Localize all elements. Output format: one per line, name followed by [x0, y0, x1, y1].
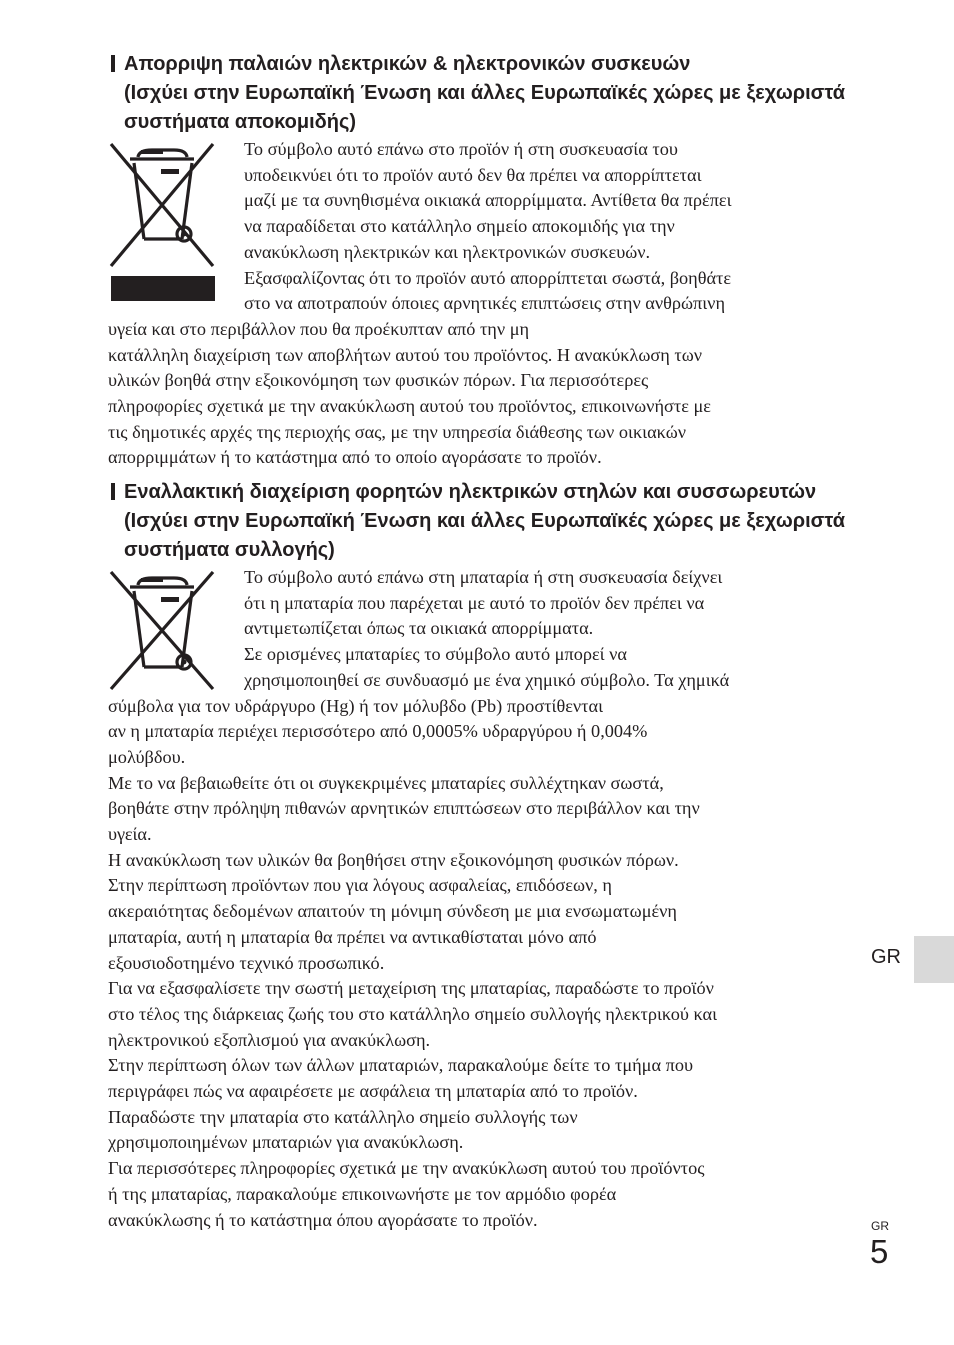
heading-text: Απορριψη παλαιών ηλεκτρικών & ηλεκτρονικών συσκευών (Ισχύει στην Ευρωπαϊκή Ένωση και άλλες Ευρωπαϊκές χώρες με ξεχωριστά συστήματα αποκομιδής) [124, 53, 845, 133]
section-weee-disposal [108, 50, 860, 471]
language-tab [914, 936, 954, 983]
heading-text: Εναλλακτική διαχείριση φορητών ηλεκτρικών στηλών και συσσωρευτών (Ισχύει στην Ευρωπαϊκή Ένωση και άλλες Ευρωπαϊκές χώρες με ξεχωριστά συστήματα συλλογής) [124, 481, 845, 561]
page-language: GR [871, 1219, 889, 1233]
section-body: Το σύμβολο αυτό επάνω στο προϊόν ή στη συσκευασία του υποδεικνύει ότι το προϊόν αυτό δεν θα πρέπει να απορρίπτεται μαζί με τα συνηθισμένα οικιακά απορρίμματα. Αντίθετα θα πρέπει να παραδίδεται στο κατάλληλο σημείο αποκομιδής για την ανακύκλωση ηλεκτρικών και ηλεκτρονικών συσκευών. Εξασφαλίζοντας ότι το προϊόν αυτό απορρίπτεται σωστά, βοηθάτε στο να αποτραπούν όποιες αρνητικές επιπτώσεις στην ανθρώπινη υγεία και στο περιβάλλον που θα προέκυπταν από την μη κατάλληλη διαχείριση των αποβλήτων αυτού του προϊόντος. Η ανακύκλωση των υλικών βοηθά στην εξοικονόμηση των φυσικών πόρων. Για περισσότερες πληροφορίες σχετικά με την ανακύκλωση αυτού του προϊόντος, επικοινωνήστε με τις δημοτικές αρχές της περιοχής σας, με την υπηρεσία διάθεσης των οικιακών απορριμμάτων ή το κατάστημα από το οποίο αγοράσατε το προϊόν. [108, 139, 732, 468]
weee-bin-icon [108, 137, 244, 302]
section-body: Το σύμβολο αυτό επάνω στη μπαταρία ή στη συσκευασία δείχνει ότι η μπαταρία που παρέχεται με αυτό το προϊόν δεν πρέπει να αντιμετωπίζεται όπως τα οικιακά απορρίμματα. Σε ορισμένες μπαταρίες το σύμβολο αυτό μπορεί να χρησιμοποιηθεί σε συνδυασμό με ένα χημικό σύμβολο. Τα χημικά σύμβολα για τον υδράργυρο (Hg) ή τον μόλυβδο (Pb) προστίθενται αν η μπαταρία περιέχει περισσότερο από 0,0005% υδραργύρου ή 0,004% μολύβδου. Με το να βεβαιωθείτε ότι οι συγκεκριμένες μπαταρίες συλλέχτηκαν σωστά, βοηθάτε στην πρόληψη πιθανών αρνητικών επιπτώσεων στο περιβάλλον και την υγεία. Η ανακύκλωση των υλικών θα βοηθήσει στην εξοικονόμηση φυσικών πόρων. Στην περίπτωση προϊόντων που για λόγους ασφαλείας, επιδόσεων, η ακεραιότητας δεδομένων απαιτούν τη μόνιμη σύνδεση με μια ενσωματωμένη μπαταρία, αυτή η μπαταρία θα πρέπει να αντικαθίσταται μόνο από εξουσιοδοτημένο τεχνικό προσωπικό. Για να εξασφαλίσετε την σωστή μεταχείριση της μπαταρίας, παραδώστε το προϊόν στο τέλος της διάρκειας ζωής του στο κατάλληλο σημείο συλλογής ηλεκτρικού και ηλεκτρονικού εξοπλισμού για ανακύκλωση. Στην περίπτωση όλων των άλλων μπαταριών, παρακαλούμε δείτε το τμήμα που περιγράφει πώς να αφαιρέσετε με ασφάλεια τη μπαταρία από το προϊόν. Παραδώστε την μπαταρία στο κατάλληλο σημείο συλλογής των χρησιμοποιημένων μπαταριών για ανακύκλωση. Για περισσότερες πληροφορίες σχετικά με την ανακύκλωση αυτού του προϊόντος ή της μπαταρίας, παρακαλούμε επικοινωνήστε με τον αρμόδιο φορέα ανακύκλωσης ή το κατάστημα όπου αγοράσατε το προϊόν. [108, 567, 730, 1230]
section-heading [108, 478, 860, 565]
heading-marker [111, 483, 115, 500]
crossed-out-bin-with-bar-icon [108, 141, 218, 301]
heading-marker [111, 55, 115, 72]
section-heading [108, 50, 860, 137]
section-battery-disposal [108, 478, 860, 1233]
page-number: 5 [870, 1233, 889, 1270]
crossed-out-bin-icon [108, 571, 218, 691]
battery-bin-icon [108, 565, 244, 689]
language-tab-label: GR [871, 946, 901, 968]
